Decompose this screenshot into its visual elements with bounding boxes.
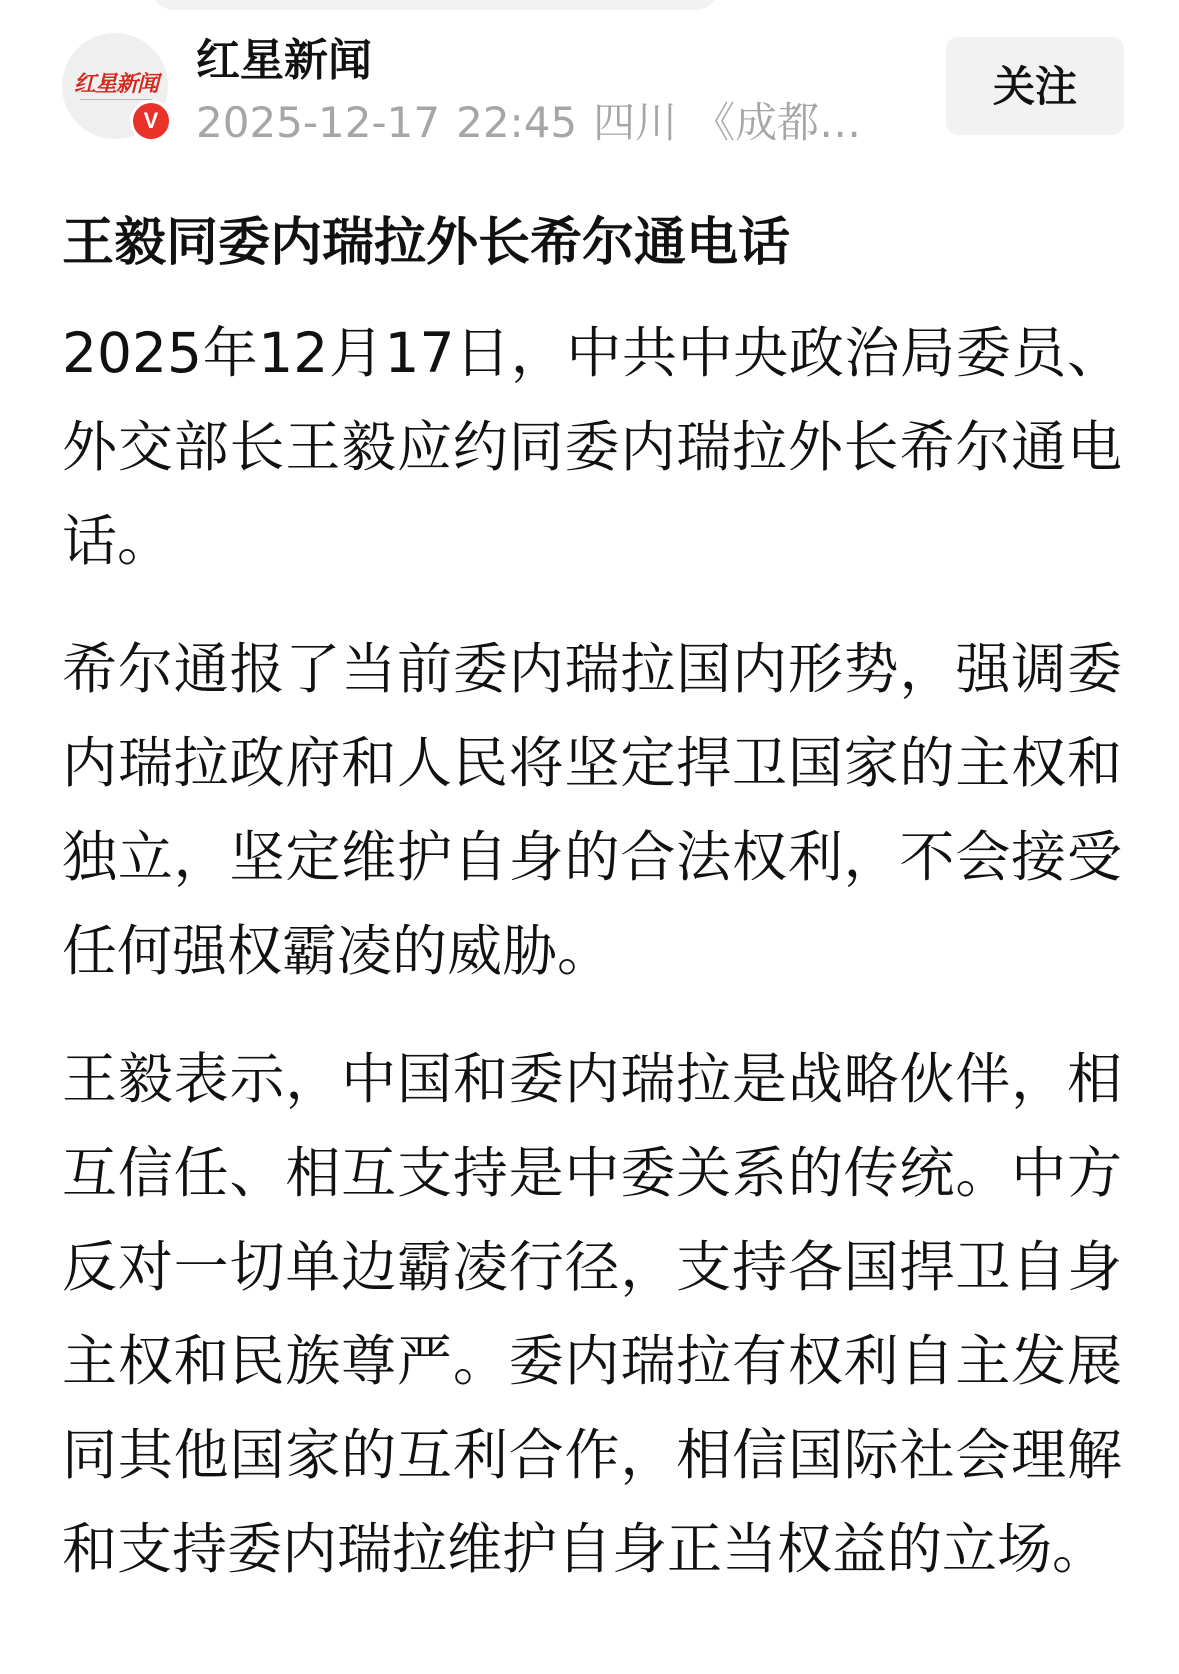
article-body — [62, 306, 1122, 1630]
post-meta — [196, 90, 908, 150]
account-name[interactable]: 红星新闻 — [196, 35, 372, 86]
brand-logo: 红星新闻 — [73, 71, 158, 97]
post-location: 四川 — [593, 98, 678, 147]
article-paragraph: 2025年12月17日，中共中央政治局委员、外交部长王毅应约同委内瑞拉外长希尔通电话。 — [62, 321, 1122, 573]
article-paragraph: 希尔通报了当前委内瑞拉国内形势，强调委内瑞拉政府和人民将坚定捍卫国家的主权和独立，坚定维护自身的合法权利，不会接受任何强权霸凌的威胁。 — [62, 637, 1122, 983]
post-source: 《成都… — [693, 98, 862, 147]
follow-button[interactable]: 关注 — [946, 37, 1124, 135]
post-date: 2025-12-17 — [196, 98, 441, 147]
post-time: 22:45 — [456, 98, 578, 147]
article-paragraph: 王毅表示，中国和委内瑞拉是战略伙伴，相互信任、相互支持是中委关系的传统。中方反对一切单边霸凌行径，支持各国捍卫自身主权和民族尊严。委内瑞拉有权利自主发展同其他国家的互利合作，相信国际社会理解和支持委内瑞拉维护自身正当权益的立场。 — [62, 1047, 1122, 1581]
verified-badge-icon: V — [130, 100, 172, 142]
article-title: 王毅同委内瑞拉外长希尔通电话 — [62, 213, 791, 273]
article-header — [0, 0, 1179, 150]
